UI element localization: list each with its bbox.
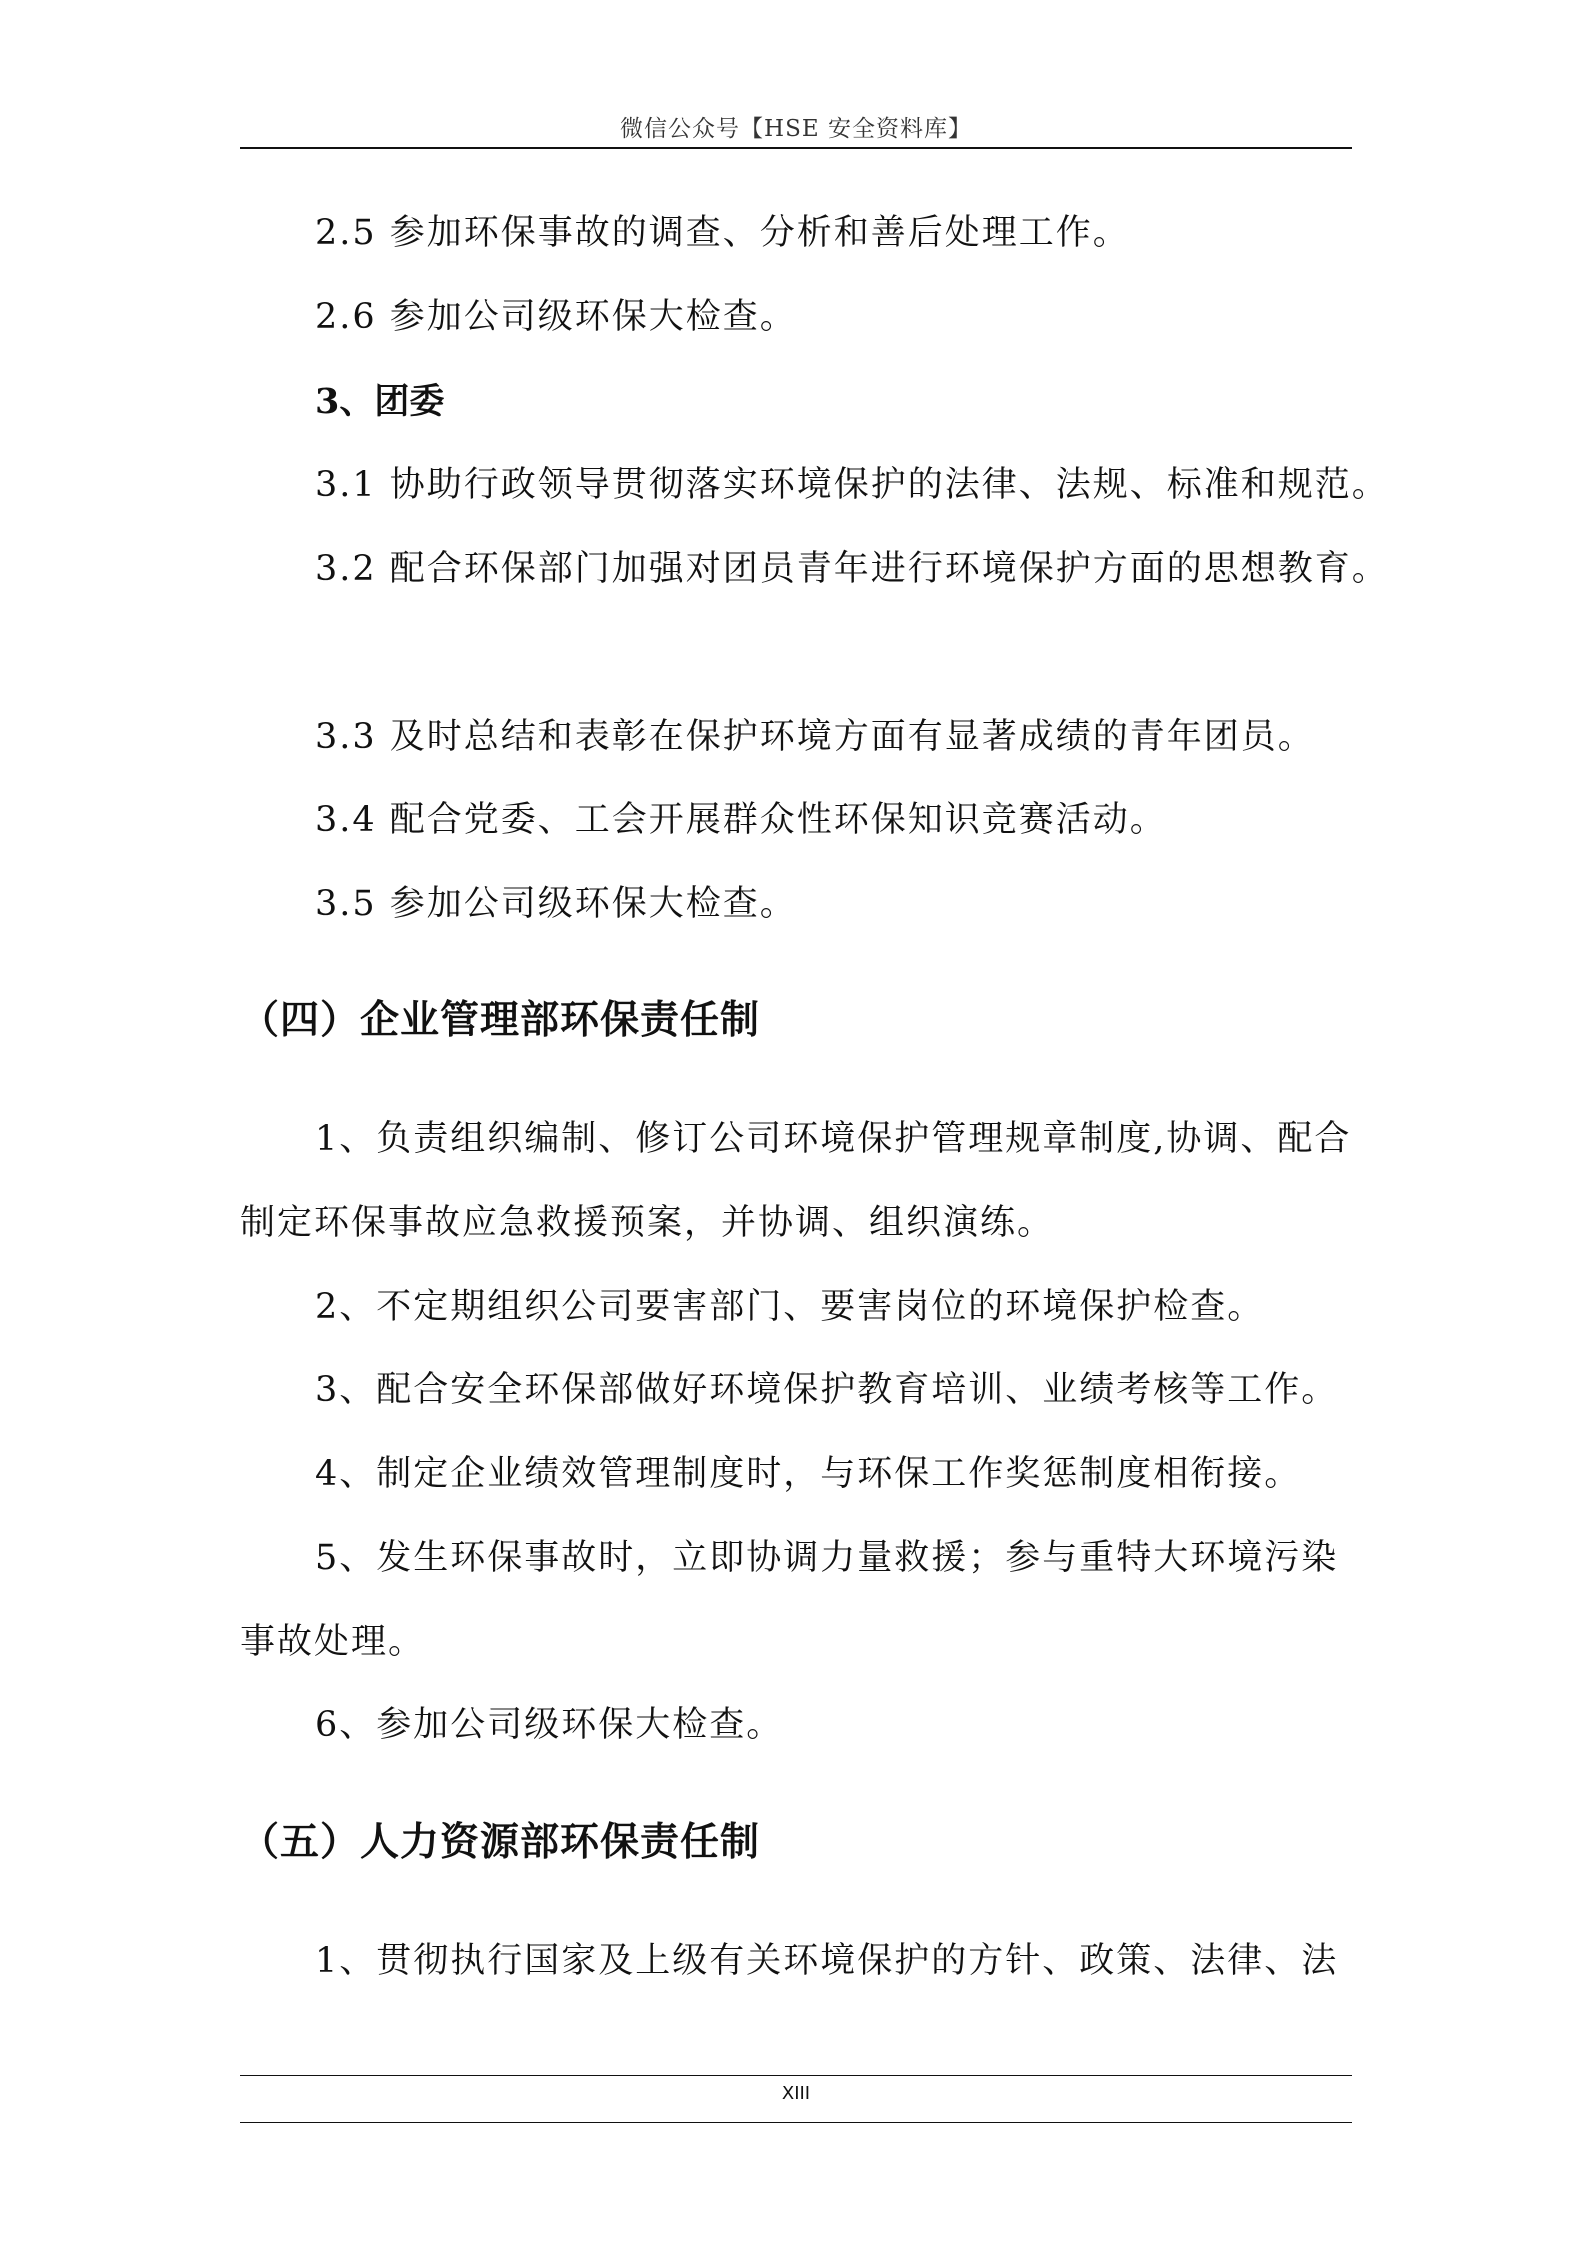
- footer-divider-top: [240, 2075, 1352, 2076]
- heading-youth-league: 3、团委: [315, 381, 445, 422]
- section-4-item-5-line-2: 事故处理。: [240, 1622, 426, 1662]
- section-4-title: （四）企业管理部环保责任制: [240, 997, 761, 1043]
- section-5-item-1-line-1: 1、贯彻执行国家及上级有关环境保护的方针、政策、法律、法: [315, 1941, 1339, 1981]
- section-4-item-6: 6、参加公司级环保大检查。: [315, 1705, 784, 1745]
- section-4-item-4: 4、制定企业绩效管理制度时，与环保工作奖惩制度相衔接。: [315, 1454, 1302, 1494]
- paragraph-3-1: 3.1 协助行政领导贯彻落实环境保护的法律、法规、标准和规范。: [315, 465, 1389, 505]
- header-divider: [240, 147, 1352, 149]
- paragraph-3-5: 3.5 参加公司级环保大检查。: [315, 884, 797, 924]
- paragraph-3-3: 3.3 及时总结和表彰在保护环境方面有显著成绩的青年团员。: [315, 717, 1315, 757]
- page-number: XIII: [781, 2083, 811, 2104]
- header-title: 微信公众号【HSE 安全资料库】: [620, 116, 972, 142]
- paragraph-2-5: 2.5 参加环保事故的调查、分析和善后处理工作。: [315, 213, 1130, 253]
- paragraph-3-2: 3.2 配合环保部门加强对团员青年进行环境保护方面的思想教育。: [315, 549, 1389, 589]
- section-4-item-5-line-1: 5、发生环保事故时，立即协调力量救援；参与重特大环境污染: [315, 1538, 1339, 1578]
- section-4-item-3: 3、配合安全环保部做好环境保护教育培训、业绩考核等工作。: [315, 1370, 1339, 1410]
- footer-divider-bottom: [240, 2122, 1352, 2123]
- section-4-item-1-line-2: 制定环保事故应急救援预案，并协调、组织演练。: [240, 1203, 1055, 1243]
- paragraph-2-6: 2.6 参加公司级环保大检查。: [315, 297, 797, 337]
- section-5-title: （五）人力资源部环保责任制: [240, 1819, 761, 1865]
- section-4-item-1-line-1: 1、负责组织编制、修订公司环境保护管理规章制度,协调、配合: [315, 1119, 1352, 1159]
- section-4-item-2: 2、不定期组织公司要害部门、要害岗位的环境保护检查。: [315, 1287, 1265, 1327]
- paragraph-3-4: 3.4 配合党委、工会开展群众性环保知识竞赛活动。: [315, 800, 1167, 840]
